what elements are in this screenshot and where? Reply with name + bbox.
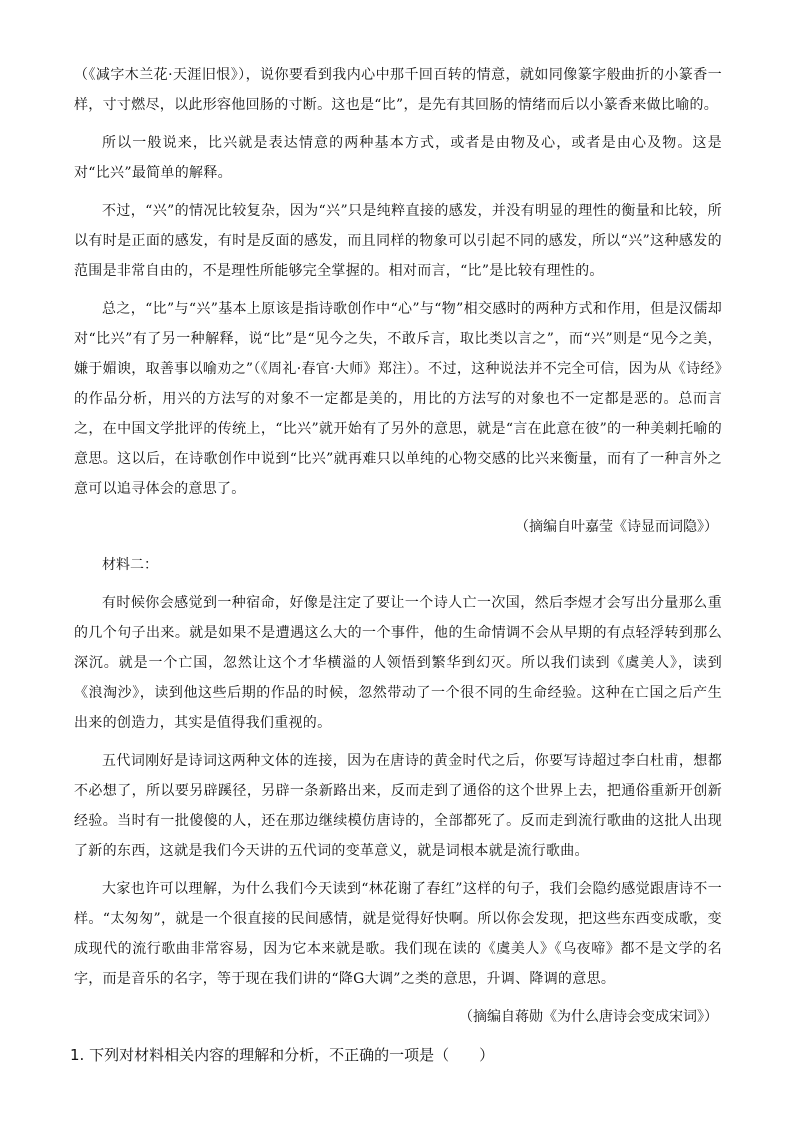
paragraph-continuation: （《减字木兰花·天涯旧恨》），说你要看到我内心中那千回百转的情意，就如同像篆字般曲折的小篆香一样，寸寸燃尽，以此形容他回肠的寸断。这也是“比”，是先有其回肠的情绪而后以小篆香来做比喻的。 bbox=[74, 67, 722, 113]
paragraph: 大家也许可以理解，为什么我们今天读到“林花谢了春红”这样的句子，我们会隐约感觉跟唐诗不一样。“太匆匆”，就是一个很直接的民间感情，就是觉得好快啊。所以你会发现，把这些东西变成歌，变成现代的流行歌曲非常容易，因为它本来就是歌。我们现在读的《虞美人》《乌夜啼》都不是文学的名字，而是音乐的名字，等于现在我们讲的“降G大调”之类的意思，升调、降调的意思。 bbox=[74, 881, 722, 987]
material-two-label: 材料二： bbox=[102, 557, 158, 573]
paragraph: 所以一般说来，比兴就是表达情意的两种基本方式，或者是由物及心，或者是由心及物。这是对“比兴”最简单的解释。 bbox=[74, 135, 722, 181]
paragraph: 不过，“兴”的情况比较复杂，因为“兴”只是纯粹直接的感发，并没有明显的理性的衡量和比较，所以有时是正面的感发，有时是反面的感发，而且同样的物象可以引起不同的感发，所以“兴”这种感发的范围是非常自由的，不是理性所能够完全掌握的。相对而言，“比”是比较有理性的。 bbox=[74, 203, 722, 279]
question-1: 1. 下列对材料相关内容的理解和分析，不正确的一项是（ ） bbox=[70, 1046, 495, 1064]
source-citation-1: （摘编自叶嘉莹《诗显而词隐》） bbox=[515, 519, 718, 535]
paragraph: 总之，“比”与“兴”基本上原该是指诗歌创作中“心”与“物”相交感时的两种方式和作用，但是汉儒却对“比兴”有了另一种解释，说“比”是“见今之失，不敢斥言，取比类以言之”，而“兴”则是“见今之美，嫌于媚谀，取善事以喻劝之”（《周礼·春官·大师》郑注）。不过，这种说法并不完全可信，因为从《诗经》的作品分析，用兴的方法写的对象不一定都是美的，用比的方法写的对象也不一定都是恶的。总而言之，在中国文学批评的传统上，“比兴”就开始有了另外的意思，就是“言在此意在彼”的一种美刺托喻的意思。这以后，在诗歌创作中说到“比兴”就再难只以单纯的心物交感的比兴来衡量，而有了一种言外之意可以追寻体会的意思了。 bbox=[74, 301, 722, 497]
paragraph: 五代词刚好是诗词这两种文体的连接，因为在唐诗的黄金时代之后，你要写诗超过李白杜甫，想都不必想了，所以要另辟蹊径，另辟一条新路出来，反而走到了通俗的这个世界上去，把通俗重新开创新经验。当时有一批傻傻的人，还在那边继续模仿唐诗的，全部都死了。反而走到流行歌曲的这批人出现了新的东西，这就是我们今天讲的五代词的变革意义，就是词根本就是流行歌曲。 bbox=[74, 753, 722, 859]
source-citation-2: （摘编自蒋勋《为什么唐诗会变成宋词》） bbox=[459, 1009, 718, 1025]
document-body bbox=[70, 60, 722, 1070]
paragraph: 有时候你会感觉到一种宿命，好像是注定了要让一个诗人亡一次国，然后李煜才会写出分量那么重的几个句子出来。就是如果不是遭遇这么大的一个事件，他的生命情调不会从早期的有点轻浮转到那么深沉。就是一个亡国，忽然让这个才华横溢的人领悟到繁华到幻灭。所以我们读到《虞美人》，读到《浪淘沙》，读到他这些后期的作品的时候，忽然带动了一个很不同的生命经验。这种在亡国之后产生出来的创造力，其实是值得我们重视的。 bbox=[74, 595, 722, 731]
